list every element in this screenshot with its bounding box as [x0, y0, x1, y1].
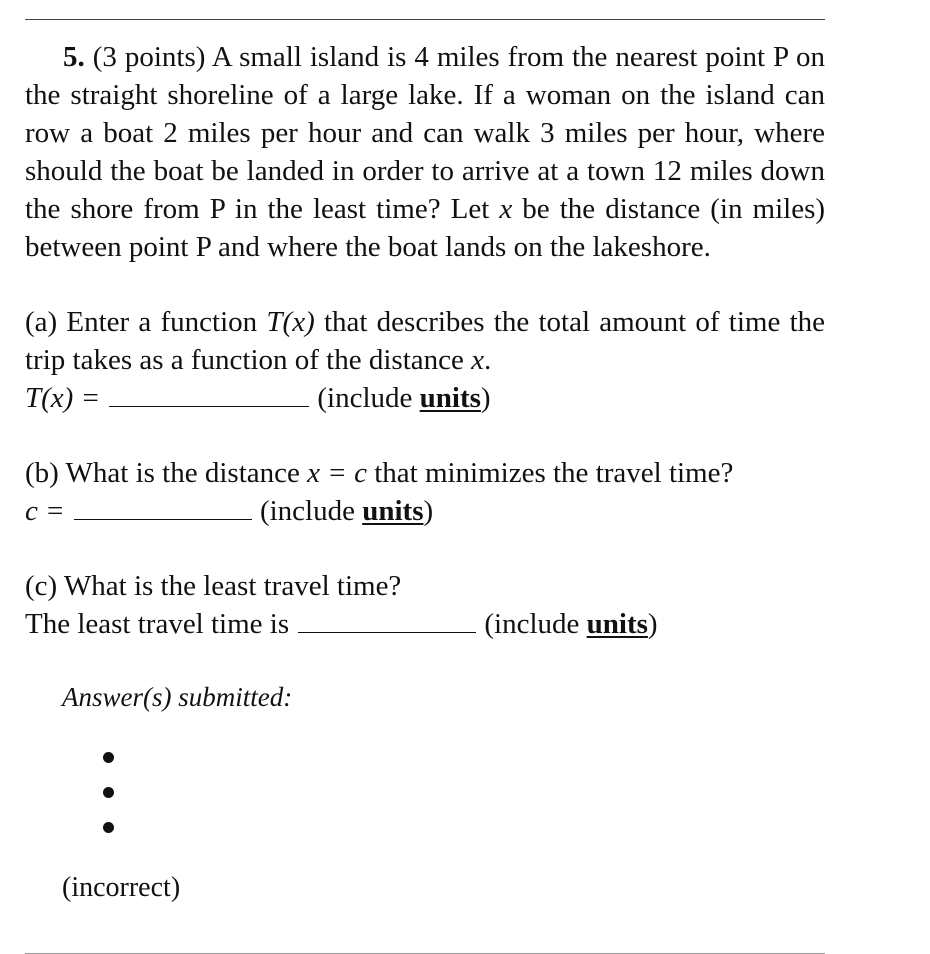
part-b [25, 454, 825, 530]
answers-submitted-label: Answer(s) submitted: [62, 682, 293, 712]
part-a-var: x [471, 344, 485, 376]
part-a-hint-open: (include [317, 382, 413, 414]
part-c-hint-close: ) [647, 608, 658, 640]
submitted-answer-bullet [93, 740, 119, 775]
submission-status: (incorrect) [62, 872, 181, 903]
part-a-hint-units: units [419, 382, 481, 414]
part-b-hint-open: (include [259, 495, 355, 527]
part-a [25, 303, 825, 417]
variable-x: x [499, 193, 513, 225]
part-b-eq: x = c [307, 457, 367, 489]
part-c-hint-open: (include [484, 608, 580, 640]
answer-a-input[interactable] [109, 379, 309, 407]
top-divider [25, 19, 825, 20]
part-c-hint-units: units [586, 608, 648, 640]
submitted-answer-bullet [93, 775, 119, 810]
answer-c-input[interactable] [298, 605, 476, 633]
part-a-prompt-end: that describes the total amount of time the trip takes as a function of the distance [25, 306, 825, 376]
part-b-prompt-start: (b) What is the distance [25, 457, 300, 489]
problem-statement [25, 38, 825, 266]
answer-b-input[interactable] [74, 492, 252, 520]
problem-text-end: be the distance (in miles) between point P and where the boat lands on the lakeshore. [25, 193, 826, 263]
problem-number: 5. [63, 41, 85, 73]
part-c-prompt: (c) What is the least travel time? [25, 570, 402, 602]
part-a-hint-close: ) [480, 382, 491, 414]
part-b-prompt-end: that minimizes the travel time? [374, 457, 734, 489]
part-c-lhs: The least travel time is [25, 608, 290, 640]
problem-points: (3 points) [92, 41, 206, 73]
problem-block [25, 38, 825, 643]
part-a-prompt-start: (a) Enter a function [25, 306, 258, 338]
part-a-func: T(x) [266, 306, 315, 338]
part-b-hint-units: units [362, 495, 424, 527]
part-a-lhs: T(x) = [25, 382, 101, 414]
part-a-period: . [484, 344, 492, 376]
part-c [25, 567, 825, 643]
submitted-answer-bullet [93, 810, 119, 845]
submitted-answers-list [93, 740, 119, 845]
problem-text: A small island is 4 miles from the nearest point P on the straight shoreline of a large lake. If a woman on the island can row a boat 2 miles per hour and can walk 3 miles per hour, where should the boat be landed in order to arrive at a town 12 miles down the shore from P in the least time? Let [25, 41, 826, 225]
part-b-lhs: c = [25, 495, 65, 527]
part-b-hint-close: ) [423, 495, 434, 527]
